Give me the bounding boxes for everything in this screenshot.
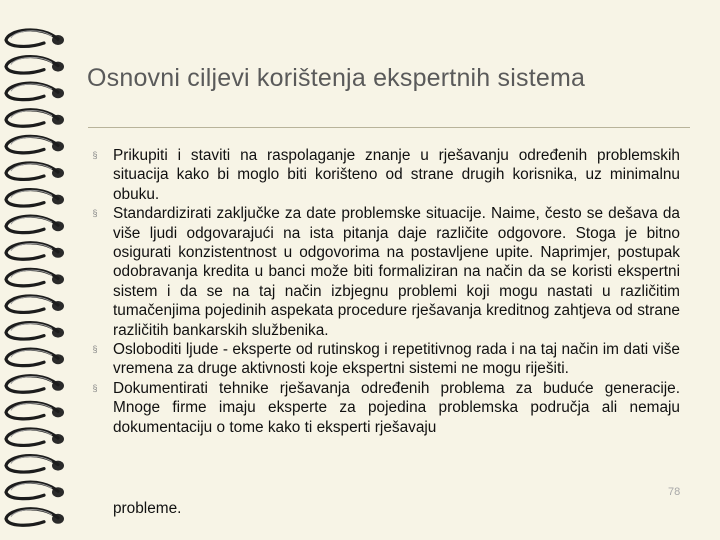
spiral-ring [6, 429, 64, 445]
spiral-ring [6, 296, 64, 312]
spiral-ring [6, 376, 64, 392]
page-number: 78 [668, 486, 681, 498]
spiral-ring [6, 83, 64, 99]
bullet-item [87, 340, 680, 379]
spiral-ring [6, 509, 64, 525]
spiral-ring [6, 30, 64, 46]
bullet-marker: § [92, 382, 98, 393]
title-divider [88, 127, 690, 128]
bullet-text: Standardizirati zaključke za date problemske situacije. Naime, često se dešava da više ljudi odgovarajući na ista pitanja daje različite odgovore. Stoga je bitno osigurati konzistentnost u odgovorima na postavljene upite. Naprimjer, postupak odobravanja kredita u banci može biti formaliziran na način da se koristi ekspertni sistem i da se na taj način izbjegnu problemi koji mogu nastati u različitim tumačenjima pojedinih aspekata procedure rješavanja kreditnog zahtjeva od strane različitih bankarskih službenika. [113, 205, 680, 339]
bullet-item [87, 146, 680, 204]
bullet-item [87, 204, 680, 340]
spiral-ring [6, 110, 64, 126]
bullet-item [87, 379, 680, 437]
bullet-marker: § [92, 150, 98, 160]
spiral-ring [6, 456, 64, 472]
spiral-ring [6, 323, 64, 339]
spiral-ring [6, 269, 64, 285]
bullet-text: Dokumentirati tehnike rješavanja određenih problema za buduće generacije. Mnoge firme imaju eksperte za pojedina problemska područja ali nemaju dokumentaciju o tome kako ti eksperti rješavaju [113, 379, 680, 436]
spiral-ring [6, 402, 64, 418]
bullet-text: Osloboditi ljude - eksperte od rutinskog i repetitivnog rada i na taj način im dati više vremena za druge aktivnosti koje ekspertni sistemi ne mogu riješiti. [113, 341, 680, 378]
spiral-ring [6, 243, 64, 259]
spiral-ring [6, 216, 64, 232]
slide-title: Osnovni ciljevi korištenja ekspertnih sistema [87, 64, 586, 92]
spiral-ring [6, 136, 64, 152]
spiral-ring [6, 482, 64, 498]
spiral-binding [0, 0, 80, 540]
bullet-continuation: probleme. [113, 500, 182, 517]
spiral-ring [6, 163, 64, 179]
bullet-text: Prikupiti i staviti na raspolaganje znanje u rješavanju određenih problemskih situacija kako bi moglo biti korišteno od strane drugih korisnika, uz minimalnu obuku. [113, 147, 680, 203]
spiral-ring [6, 190, 64, 206]
spiral-ring [6, 57, 64, 73]
bullet-marker: § [92, 208, 98, 219]
bullet-marker: § [92, 344, 98, 355]
bullet-list [87, 146, 680, 437]
spiral-ring [6, 349, 64, 365]
